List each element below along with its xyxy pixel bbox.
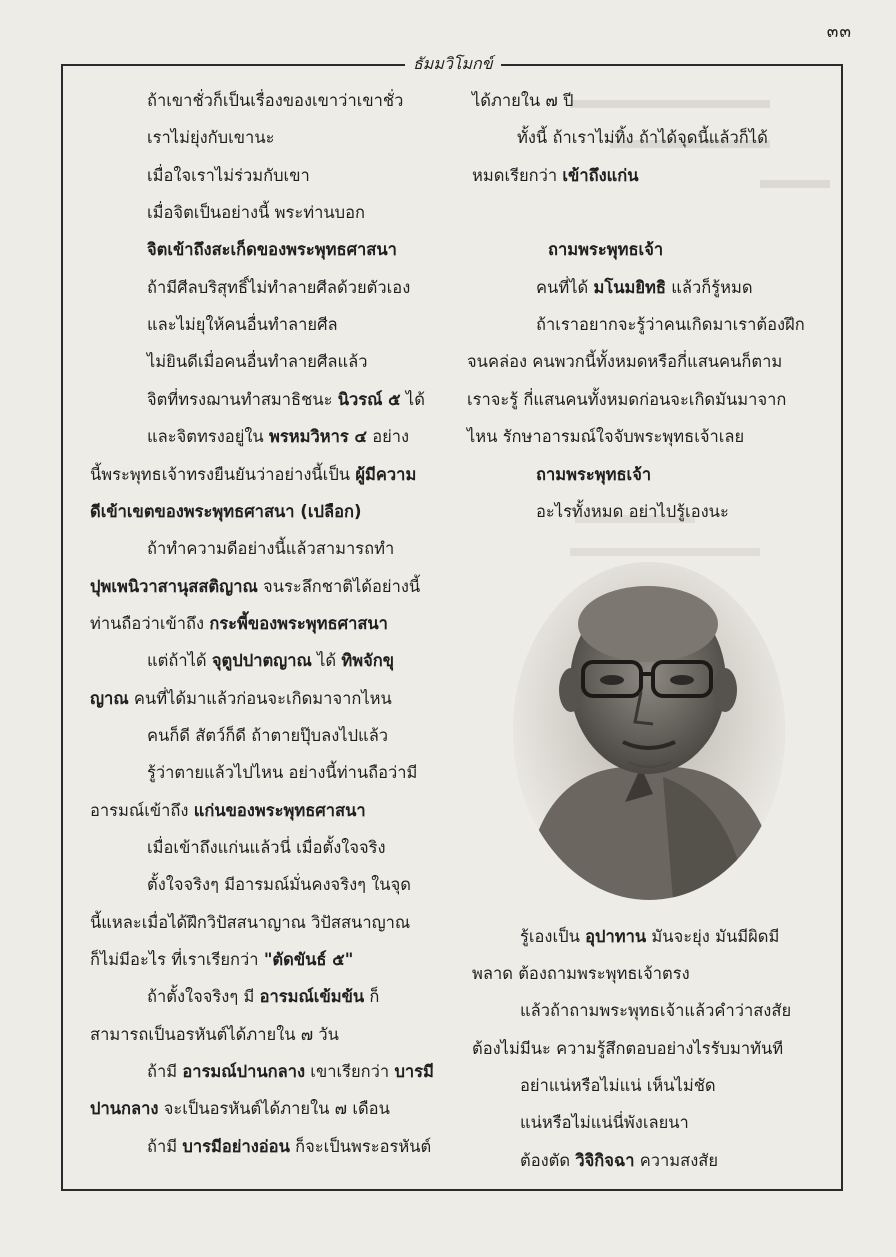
text-line: [90, 913, 410, 933]
monk-portrait-icon: [513, 562, 785, 900]
text-line: [147, 838, 386, 858]
text-segment: ไหน รักษาอารมณ์ใจจับพระพุทธเจ้าเลย: [467, 427, 745, 446]
bold-term: ญาณ: [90, 689, 129, 708]
text-segment: หมดเรียกว่า: [472, 166, 563, 185]
text-line: [147, 726, 388, 746]
text-segment: แล้วถ้าถามพระพุทธเจ้าแล้วคำว่าสงสัย: [520, 1001, 792, 1020]
text-segment: ก็: [364, 987, 380, 1006]
bold-term: บารมี: [394, 1062, 434, 1081]
text-segment: ได้: [400, 390, 425, 409]
text-segment: พลาด ต้องถามพระพุทธเจ้าตรง: [472, 964, 690, 983]
bold-term: ปานกลาง: [90, 1099, 159, 1118]
text-line: [147, 352, 368, 372]
text-segment: เมื่อจิตเป็นอย่างนี้ พระท่านบอก: [147, 203, 366, 222]
text-segment: ทั้งนี้ ถ้าเราไม่ทิ้ง ถ้าได้จุดนี้แล้วก็ได้: [517, 128, 768, 147]
text-line: [472, 964, 690, 984]
text-segment: เขาเรียกว่า: [305, 1062, 395, 1081]
bold-term: ดีเข้าเขตของพระพุทธศาสนา (เปลือก): [90, 502, 362, 521]
text-line: [147, 539, 394, 559]
text-line: [536, 502, 729, 522]
text-line: [520, 1076, 716, 1096]
text-line: [472, 166, 639, 186]
text-line: [147, 987, 379, 1007]
text-segment: แล้วก็รู้หมด: [665, 278, 753, 297]
text-line: [467, 352, 782, 372]
text-line: [90, 689, 392, 709]
text-segment: นี้พระพุทธเจ้าทรงยืนยันว่าอย่างนี้เป็น: [90, 465, 356, 484]
text-line: [90, 1099, 390, 1119]
text-line: [147, 390, 425, 410]
text-line: [147, 203, 365, 223]
text-segment: อย่าแน่หรือไม่แน่ เห็นไม่ชัด: [520, 1076, 716, 1095]
bold-term: อุปาทาน: [585, 927, 647, 946]
text-line: [520, 927, 779, 947]
bold-term: มโนมยิทธิ: [593, 278, 666, 297]
text-segment: ถ้าตั้งใจจริงๆ มี: [147, 987, 260, 1006]
bold-term: ปุพเพนิวาสานุสสติญาณ: [90, 577, 258, 596]
text-line: [517, 128, 768, 148]
bold-term: "ตัดขันธ์ ๕": [263, 950, 354, 969]
text-line: [90, 950, 353, 970]
text-segment: ความสงสัย: [634, 1151, 719, 1170]
text-segment: สามารถเป็นอรหันต์ได้ภายใน ๗ วัน: [90, 1025, 339, 1044]
text-segment: เมื่อเข้าถึงแก่นแล้วนี่ เมื่อตั้งใจจริง: [147, 838, 386, 857]
text-segment: เมื่อใจเราไม่ร่วมกับเขา: [147, 166, 310, 185]
bold-term: นิวรณ์ ๕: [337, 390, 401, 409]
text-line: [520, 1001, 791, 1021]
text-segment: คนก็ดี สัตว์ก็ดี ถ้าตายปุ๊บลงไปแล้ว: [147, 726, 389, 745]
text-segment: คนที่ได้มาแล้วก่อนจะเกิดมาจากไหน: [128, 689, 392, 708]
text-segment: ไม่ยินดีเมื่อคนอื่นทำลายศีลแล้ว: [147, 352, 368, 371]
portrait-photo: [513, 562, 785, 900]
text-segment: อย่าง: [366, 427, 410, 446]
text-segment: แต่ถ้าได้: [147, 651, 212, 670]
text-line: [520, 1151, 718, 1171]
text-line: [90, 614, 388, 634]
text-segment: จะเป็นอรหันต์ได้ภายใน ๗ เดือน: [158, 1099, 390, 1118]
text-segment: นี้แหละเมื่อได้ฝึกวิปัสสนาญาณ วิปัสสนาญาณ: [90, 913, 411, 932]
text-segment: ท่านถือว่าเข้าถึง: [90, 614, 210, 633]
text-segment: ได้ภายใน ๗ ปี: [472, 91, 574, 110]
text-line: [536, 278, 753, 298]
running-header: ธัมมวิโมกข์: [405, 52, 501, 77]
text-segment: ก็จะเป็นพระอรหันต์: [289, 1137, 432, 1156]
bold-term: ผู้มีความ: [355, 465, 417, 484]
text-segment: ถ้าเขาชั่วก็เป็นเรื่องของเขาว่าเขาชั่ว: [147, 91, 404, 110]
text-line: [147, 1062, 434, 1082]
bold-term: ถามพระพุทธเจ้า: [536, 465, 652, 484]
text-line: [147, 875, 411, 895]
text-line: [90, 1025, 339, 1045]
text-line: [90, 801, 366, 821]
text-segment: จนระลึกชาติได้อย่างนี้: [257, 577, 421, 596]
text-line: [147, 128, 274, 148]
text-line: [147, 427, 409, 447]
text-segment: ได้: [311, 651, 342, 670]
text-line: [147, 763, 417, 783]
text-segment: ต้องตัด: [520, 1151, 576, 1170]
bold-term: ถามพระพุทธเจ้า: [548, 240, 664, 259]
text-segment: จนคล่อง คนพวกนี้ทั้งหมดหรือกี่แสนคนก็ตาม: [467, 352, 783, 371]
text-line: [520, 1113, 689, 1133]
bold-term: แก่นของพระพุทธศาสนา: [193, 801, 366, 820]
text-segment: รู้เองเป็น: [520, 927, 586, 946]
text-segment: และไม่ยุให้คนอื่นทำลายศีล: [147, 315, 338, 334]
bold-term: อารมณ์เข้มข้น: [259, 987, 365, 1006]
text-segment: ถ้าเราอยากจะรู้ว่าคนเกิดมาเราต้องฝึก: [536, 315, 805, 334]
text-line: [147, 278, 410, 298]
text-segment: ก็ไม่มีอะไร ที่เราเรียกว่า: [90, 950, 264, 969]
text-segment: คนที่ได้: [536, 278, 594, 297]
text-line: [467, 427, 744, 447]
page-number: ๓๓: [826, 22, 852, 42]
text-line: [548, 240, 663, 260]
text-line: [472, 91, 574, 111]
text-line: [147, 166, 310, 186]
bold-term: กระพี้ของพระพุทธศาสนา: [209, 614, 388, 633]
text-line: [536, 315, 805, 335]
text-segment: อารมณ์เข้าถึง: [90, 801, 194, 820]
text-line: [472, 1039, 783, 1059]
text-line: [536, 465, 651, 485]
text-segment: ถ้ามีศีลบริสุทธิ์ไม่ทำลายศีลด้วยตัวเอง: [147, 278, 411, 297]
text-segment: และจิตทรงอยู่ใน: [147, 427, 269, 446]
bold-term: เข้าถึงแก่น: [562, 166, 639, 185]
text-line: [147, 1137, 431, 1157]
bold-term: จุตูปปาตญาณ: [211, 651, 312, 670]
text-line: [147, 651, 394, 671]
text-segment: มันจะยุ่ง มันมีผิดมี: [646, 927, 780, 946]
text-segment: รู้ว่าตายแล้วไปไหน อย่างนี้ท่านถือว่ามี: [147, 763, 418, 782]
text-segment: แน่หรือไม่แน่นี่พังเลยนา: [520, 1113, 689, 1132]
bold-term: บารมีอย่างอ่อน: [182, 1137, 290, 1156]
text-line: [90, 502, 362, 522]
bold-term: พรหมวิหาร ๔: [268, 427, 367, 446]
text-segment: ถ้ามี: [147, 1137, 183, 1156]
text-line: [467, 390, 786, 410]
text-segment: ตั้งใจจริงๆ มีอารมณ์มั่นคงจริงๆ ในจุด: [147, 875, 411, 894]
text-segment: ถ้ามี: [147, 1062, 183, 1081]
text-segment: อะไรทั้งหมด อย่าไปรู้เองนะ: [536, 502, 729, 521]
text-segment: เราจะรู้ กี่แสนคนทั้งหมดก่อนจะเกิดมันมาจาก: [467, 390, 787, 409]
text-line: [90, 577, 420, 597]
text-segment: เราไม่ยุ่งกับเขานะ: [147, 128, 275, 147]
text-line: [147, 315, 338, 335]
bold-term: จิตเข้าถึงสะเก็ดของพระพุทธศาสนา: [147, 240, 397, 259]
text-segment: จิตที่ทรงฌานทำสมาธิชนะ: [147, 390, 338, 409]
bold-term: วิจิกิจฉา: [575, 1151, 635, 1170]
text-line: [147, 240, 397, 260]
bold-term: อารมณ์ปานกลาง: [182, 1062, 306, 1081]
text-segment: ถ้าทำความดีอย่างนี้แล้วสามารถทำ: [147, 539, 395, 558]
bold-term: ทิพจักขุ: [341, 651, 395, 670]
text-line: [147, 91, 403, 111]
text-segment: ต้องไม่มีนะ ความรู้สึกตอบอย่างไรรับมาทันที: [472, 1039, 784, 1058]
text-line: [90, 465, 416, 485]
